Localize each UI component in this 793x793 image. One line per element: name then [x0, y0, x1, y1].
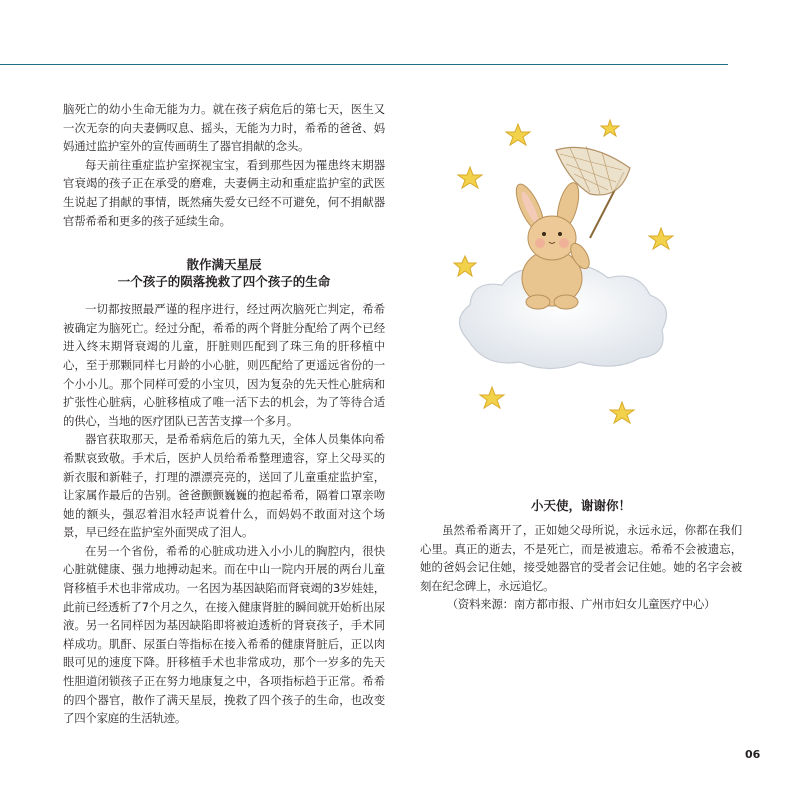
star-icon	[649, 228, 673, 249]
paragraph-3: 一切都按照最严谨的程序进行，经过两次脑死亡判定，希希被确定为脑死亡。经过分配，希希的两个肾脏分配给了两个已经进入终末期肾衰竭的儿童，肝脏则匹配到了珠三角的肝移植中心，至于那颗同样七月龄的小心脏，则匹配给了更遥远省份的一个小小儿。那个同样可爱的小宝贝，因为复杂的先天性心脏病和扩张性心脏病，心脏移植成了唯一活下去的机会，为了等待合适的供心，当地的医疗团队已苦苦支撑一个多月。	[63, 302, 385, 428]
section-heading	[63, 256, 385, 290]
right-title: 小天使，谢谢你！	[530, 498, 631, 513]
bunny-illustration	[440, 110, 680, 440]
page-number: 06	[745, 748, 761, 761]
paragraph-5: 在另一个省份，希希的心脏成功进入小小儿的胸腔内，很快心脏就健康、强力地搏动起来。而在中山一院内开展的两台儿童肾移植手术也非常成功。一名因为基因缺陷而肾衰竭的3岁娃娃，此前已经透析了7个月之久，在接入健康肾脏的瞬间就开始析出尿液。另一名同样因为基因缺陷即将被迫透析的肾衰孩子，手术同样成功。肌酐、尿蛋白等指标在接入希希的健康肾脏后，正以肉眼可见的速度下降。肝移植手术也非常成功，那个一岁多的先天性胆道闭锁孩子正在努力地康复之中，各项指标趋于正常。希希的四个器官，散作了满天星辰，挽救了四个孩子的生命，也改变了四个家庭的生活轨迹。	[63, 543, 385, 726]
paragraph-4: 器官获取那天，是希希病危后的第九天，全体人员集体向希希默哀致敬。手术后，医护人员给希希整理遗容，穿上父母买的新衣服和新鞋子，打理的漂漂亮亮的，送回了儿童重症监护室，让家属作最后的告别。爸爸颤颤巍巍的抱起希希，隔着口罩亲吻她的额头，强忍着泪水轻声说着什么，而妈妈不敢面对这个场景，早已经在监护室外面哭成了泪人。	[63, 432, 385, 540]
section-title-1: 散作满天星辰	[186, 257, 262, 273]
paragraph-2: 每天前往重症监护室探视宝宝，看到那些因为罹患终末期器官衰竭的孩子正在承受的磨难，夫妻俩主动和重症监护室的武医生说起了捐献的事情，既然痛失爱女已经不可避免，何不捐献器官帮希希和更多的孩子延续生命。	[63, 157, 385, 228]
star-icon	[506, 124, 530, 145]
left-column	[63, 100, 385, 728]
star-icon	[458, 167, 482, 188]
star-icon	[454, 256, 476, 276]
section-title-2: 一个孩子的陨落挽救了四个孩子的生命	[117, 274, 331, 290]
star-icon	[480, 387, 504, 408]
star-icon	[610, 402, 634, 423]
right-paragraph: 虽然希希离开了，正如她父母所说，永远永远，你都在我们心里。真正的逝去，不是死亡，而是被遗忘。希希不会被遗忘，她的爸妈会记住她，接受她器官的受者会记住她。她的名字会被刻在纪念碑上，永远追忆。	[420, 523, 742, 593]
paragraph-1: 脑死亡的幼小生命无能为力。就在孩子病危后的第七天，医生又一次无奈的向夫妻俩叹息、摇头，无能为力时，希希的爸爸、妈妈通过监护室外的宣传画萌生了器官捐献的念头。	[63, 102, 385, 154]
star-icon	[601, 120, 619, 136]
source-note: （资料来源：南方都市报、广州市妇女儿童医疗中心）	[446, 597, 716, 612]
right-column	[420, 497, 742, 614]
top-rule	[0, 64, 728, 65]
